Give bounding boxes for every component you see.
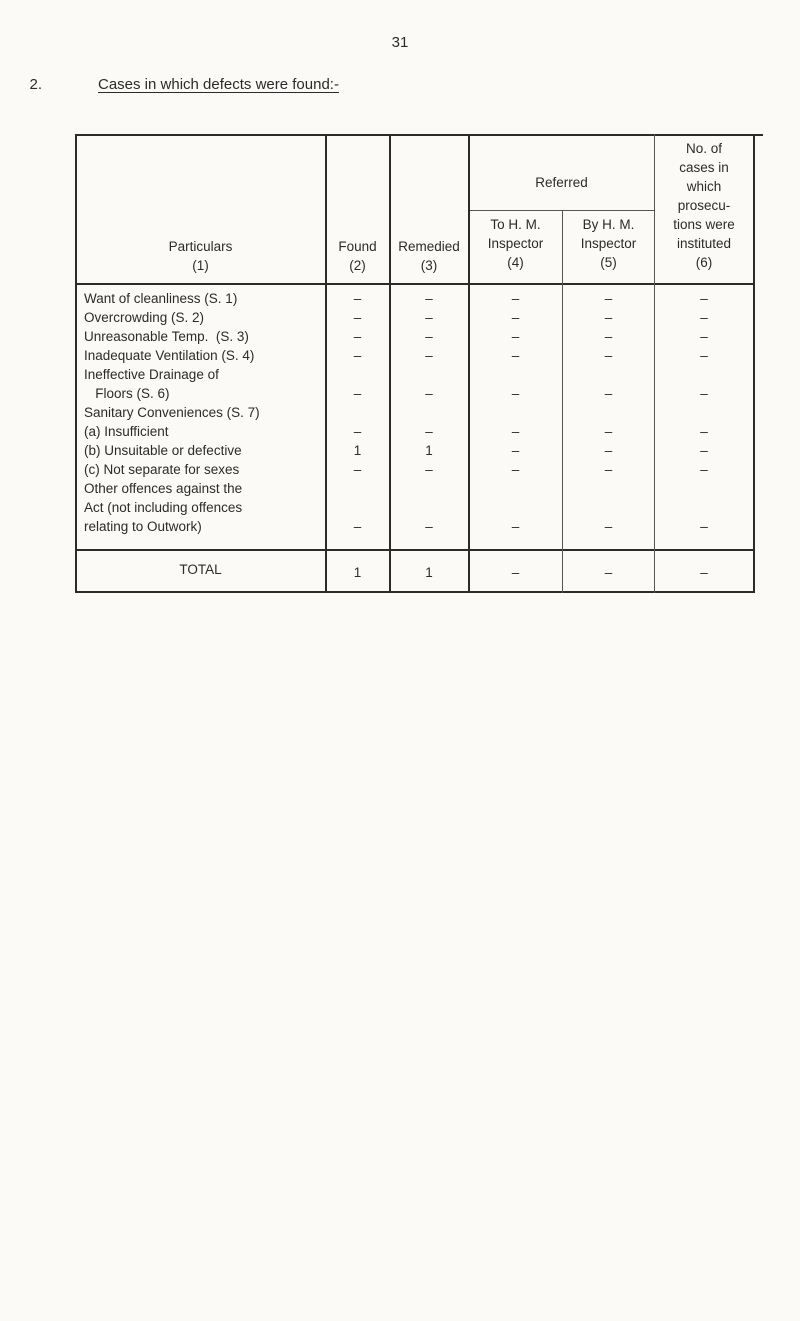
header-prosecutions-line6: instituted [676, 236, 732, 251]
cell-remedied: – [425, 424, 433, 439]
cell-prosecutions: – [700, 348, 708, 363]
total-found: 1 [353, 565, 362, 580]
cell-to-hm: – [511, 443, 520, 458]
particulars-text: (b) Unsuitable or defective [84, 443, 242, 458]
header-by-hm-num: (5) [600, 255, 617, 270]
cell-by-hm: – [604, 519, 613, 534]
header-prosecutions-line3: which [686, 179, 722, 194]
section-title: Cases in which defects were found:- [98, 76, 339, 93]
cell-remedied: – [425, 348, 433, 363]
cell-to-hm: – [511, 462, 520, 477]
cell-prosecutions: – [700, 291, 708, 306]
header-particulars-num: (1) [192, 258, 209, 273]
section-number: 2. [29, 76, 42, 93]
header-by-hm-line2: Inspector [580, 236, 637, 251]
particulars-text: (a) Insufficient [84, 424, 169, 439]
header-prosecutions-line5: tions were [673, 217, 735, 232]
header-prosecutions-line4: prosecu- [677, 198, 731, 213]
header-found: Found [338, 239, 377, 254]
cell-found: – [353, 386, 362, 401]
cell-prosecutions: – [700, 443, 708, 458]
cell-remedied: – [425, 329, 433, 344]
table-top-border [75, 134, 763, 136]
header-found-num: (2) [349, 258, 366, 273]
cell-by-hm: – [604, 348, 613, 363]
page-number: 31 [391, 34, 409, 51]
total-to-hm: – [511, 565, 520, 580]
header-by-hm-line1: By H. M. [582, 217, 635, 232]
cell-found: – [353, 291, 362, 306]
cell-found: – [353, 519, 362, 534]
particulars-text: Sanitary Conveniences (S. 7) [84, 405, 260, 420]
total-remedied: 1 [425, 565, 433, 580]
cell-to-hm: – [511, 386, 520, 401]
table-bottom-border [75, 591, 754, 593]
cell-remedied: – [425, 462, 433, 477]
total-prosecutions: – [700, 565, 708, 580]
cell-to-hm: – [511, 519, 520, 534]
cell-by-hm: – [604, 291, 613, 306]
cell-to-hm: – [511, 329, 520, 344]
cell-prosecutions: – [700, 310, 708, 325]
cell-by-hm: – [604, 386, 613, 401]
header-remedied: Remedied [398, 239, 460, 254]
cell-by-hm: – [604, 462, 613, 477]
cell-prosecutions: – [700, 519, 708, 534]
particulars-text: Floors (S. 6) [84, 386, 170, 401]
cell-prosecutions: – [700, 462, 708, 477]
header-remedied-num: (3) [420, 258, 438, 273]
particulars-text: Ineffective Drainage of [84, 367, 219, 382]
total-by-hm: – [604, 565, 613, 580]
particulars-text: relating to Outwork) [84, 519, 202, 534]
particulars-text: (c) Not separate for sexes [84, 462, 240, 477]
cell-found: – [353, 462, 362, 477]
cell-prosecutions: – [700, 386, 708, 401]
cell-to-hm: – [511, 310, 520, 325]
header-prosecutions-num: (6) [695, 255, 713, 270]
particulars-text: Want of cleanliness (S. 1) [84, 291, 238, 306]
cell-remedied: 1 [425, 443, 433, 458]
cell-found: – [353, 348, 362, 363]
cell-by-hm: – [604, 329, 613, 344]
cell-remedied: – [425, 291, 433, 306]
particulars-text: Unreasonable Temp. (S. 3) [84, 329, 249, 344]
cell-remedied: – [425, 310, 433, 325]
header-prosecutions-line1: No. of [685, 141, 723, 156]
cell-to-hm: – [511, 291, 520, 306]
header-prosecutions-line2: cases in [679, 160, 729, 175]
total-top-border [75, 549, 755, 551]
header-to-hm-num: (4) [507, 255, 524, 270]
cell-by-hm: – [604, 424, 613, 439]
cell-to-hm: – [511, 348, 520, 363]
particulars-text: Act (not including offences [84, 500, 243, 515]
cell-remedied: – [425, 519, 433, 534]
referred-divider [468, 210, 654, 211]
cell-by-hm: – [604, 310, 613, 325]
cell-remedied: – [425, 386, 433, 401]
header-referred: Referred [535, 175, 588, 190]
particulars-text: Other offences against the [84, 481, 243, 496]
total-label: TOTAL [179, 562, 222, 577]
cell-found: – [353, 424, 362, 439]
header-bottom-border [75, 283, 755, 285]
particulars-text: Inadequate Ventilation (S. 4) [84, 348, 255, 363]
header-particulars: Particulars [168, 239, 233, 254]
cell-prosecutions: – [700, 329, 708, 344]
header-to-hm-line2: Inspector [487, 236, 544, 251]
cell-found: – [353, 329, 362, 344]
cell-prosecutions: – [700, 424, 708, 439]
cell-found: – [353, 310, 362, 325]
table-right-border [753, 134, 755, 593]
cell-found: 1 [353, 443, 362, 458]
table-left-border [75, 134, 77, 593]
particulars-text: Overcrowding (S. 2) [84, 310, 205, 325]
header-to-hm-line1: To H. M. [490, 217, 541, 232]
cell-to-hm: – [511, 424, 520, 439]
cell-by-hm: – [604, 443, 613, 458]
